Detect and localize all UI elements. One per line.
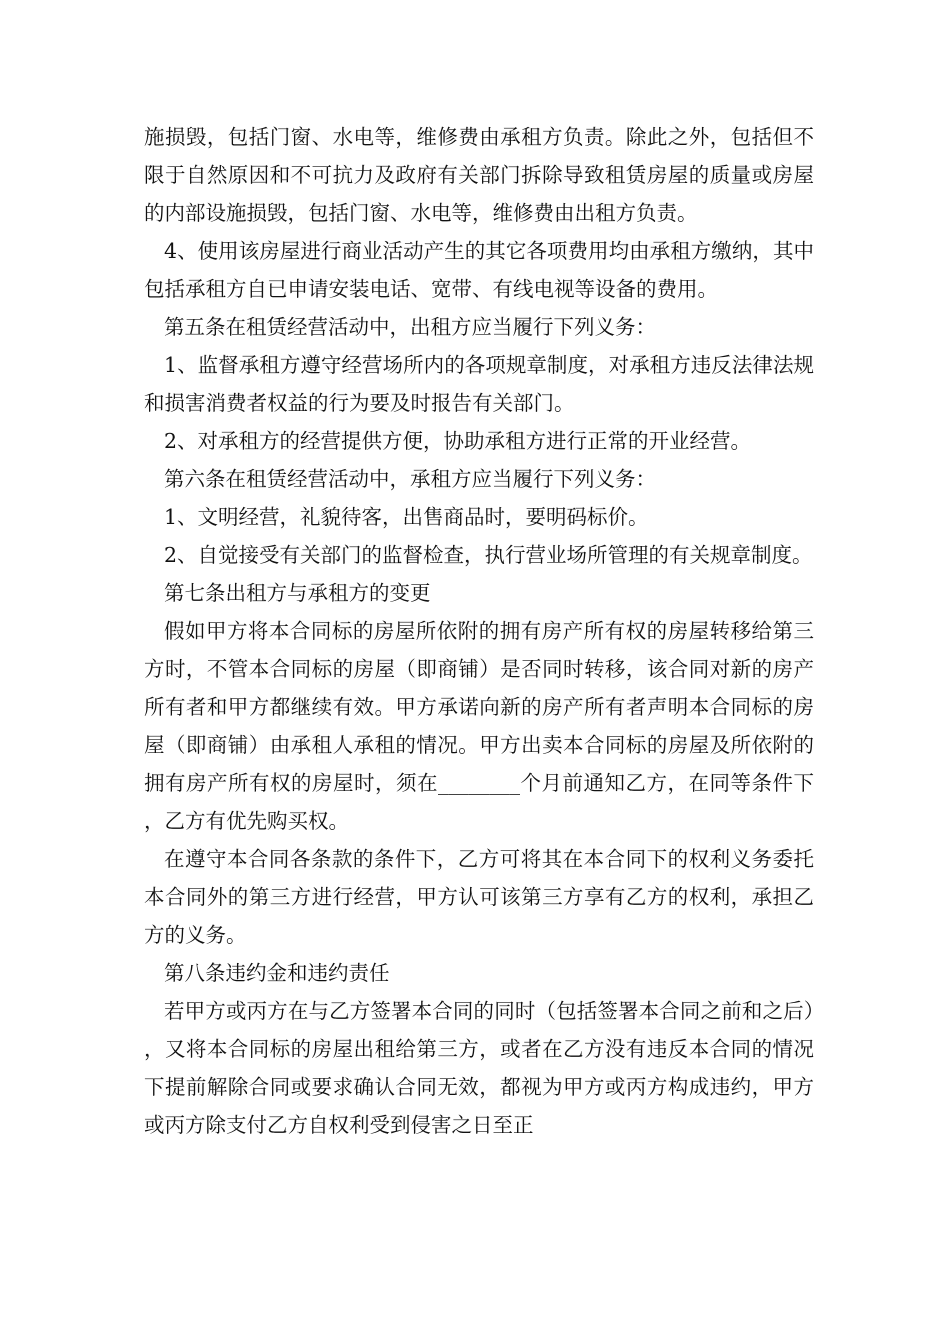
document-body: [144, 118, 814, 1144]
paragraph-article-8-breach: 若甲方或丙方在与乙方签署本合同的同时（包括签署本合同之前和之后），又将本合同标的房屋出租给第三方，或者在乙方没有违反本合同的情况下提前解除合同或要求确认合同无效，都视为甲方或丙方构成违约，甲方或丙方除支付乙方自权利受到侵害之日至正: [144, 999, 814, 1137]
paragraph-article-5-item-1: 1、监督承租方遵守经营场所内的各项规章制度，对承租方违反法律法规和损害消费者权益的行为要及时报告有关部门。: [144, 353, 814, 415]
paragraph-article-7-delegation: 在遵守本合同各条款的条件下，乙方可将其在本合同下的权利义务委托本合同外的第三方进行经营，甲方认可该第三方享有乙方的权利，承担乙方的义务。: [144, 847, 814, 947]
article-8-heading: 第八条违约金和违约责任: [164, 961, 390, 985]
paragraph-repair-costs: 施损毁，包括门窗、水电等，维修费由承租方负责。除此之外，包括但不限于自然原因和不可抗力及政府有关部门拆除导致租赁房屋的质量或房屋的内部设施损毁，包括门窗、水电等，维修费由出租方负责。: [144, 125, 814, 225]
article-7-heading: 第七条出租方与承租方的变更: [164, 581, 431, 605]
paragraph-article-6-item-1: 1、文明经营，礼貌待客，出售商品时，要明码标价。: [164, 505, 649, 529]
article-6-heading: 第六条在租赁经营活动中，承租方应当履行下列义务：: [164, 467, 656, 491]
paragraph-item-4-fees: 4、使用该房屋进行商业活动产生的其它各项费用均由承租方缴纳，其中包括承租方自已申请安装电话、宽带、有线电视等设备的费用。: [144, 239, 814, 301]
paragraph-article-7-transfer: 假如甲方将本合同标的房屋所依附的拥有房产所有权的房屋转移给第三方时，不管本合同标的房屋（即商铺）是否同时转移，该合同对新的房产所有者和甲方都继续有效。甲方承诺向新的房产所有者声明本合同标的房屋（即商铺）由承租人承租的情况。甲方出卖本合同标的房屋及所依附的拥有房产所有权的房屋时，须在________个月前通知乙方，在同等条件下，乙方有优先购买权。: [144, 619, 814, 833]
paragraph-article-5-item-2: 2、对承租方的经营提供方便，协助承租方进行正常的开业经营。: [164, 429, 752, 453]
article-5-heading: 第五条在租赁经营活动中，出租方应当履行下列义务：: [164, 315, 656, 339]
paragraph-article-6-item-2: 2、自觉接受有关部门的监督检查，执行营业场所管理的有关规章制度。: [164, 543, 813, 567]
